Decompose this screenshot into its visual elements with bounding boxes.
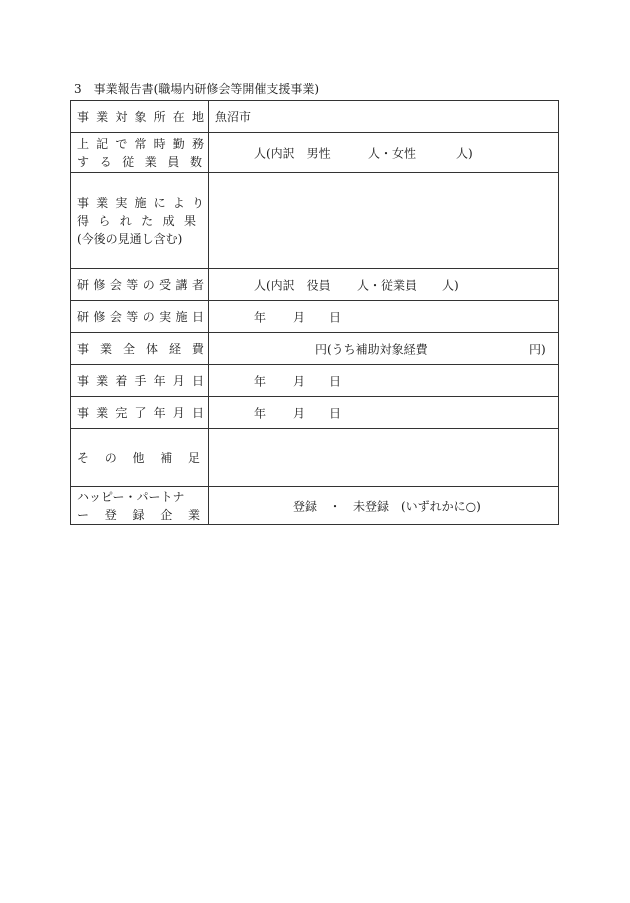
- label-employees: 上 記 で 常 時 勤 務 す る 従 業 員 数: [71, 133, 209, 173]
- total-cost-part-1: 円(うち補助対象経費: [315, 342, 428, 356]
- label-location: [71, 101, 209, 133]
- value-end-date[interactable]: [209, 397, 559, 429]
- date-held-year: 年: [254, 310, 267, 324]
- label-date-held: 研 修 会 等 の 実 施 日: [71, 301, 209, 333]
- date-held-day: 日: [329, 310, 342, 324]
- value-happy-partner[interactable]: [209, 487, 559, 525]
- value-location[interactable]: 魚沼市: [209, 101, 559, 133]
- label-start-date: 事 業 着 手 年 月 日: [71, 365, 209, 397]
- label-results: 事 業 実 施 に よ り 得 ら れ た 成 果 (今後の見通し含む): [71, 173, 209, 269]
- employees-part-3: 人): [456, 146, 473, 160]
- start-date-day: 日: [329, 374, 342, 388]
- happy-partner-choice: 登録 ・ 未登録 (いずれかに○): [293, 499, 481, 513]
- label-location-text: 事 業 対 象 所 在 地: [77, 109, 204, 124]
- date-held-month: 月: [293, 310, 306, 324]
- total-cost-part-2: 円): [529, 342, 546, 356]
- start-date-year: 年: [254, 374, 267, 388]
- value-results[interactable]: [209, 173, 559, 269]
- row-attendees: [71, 269, 559, 301]
- row-other: [71, 429, 559, 487]
- attendees-part-1: 人(内訳 役員: [254, 278, 331, 292]
- attendees-part-3: 人): [442, 278, 459, 292]
- employees-part-2: 人・女性: [368, 146, 417, 160]
- employees-part-1: 人(内訳 男性: [254, 146, 331, 160]
- value-start-date[interactable]: [209, 365, 559, 397]
- value-other[interactable]: [209, 429, 559, 487]
- label-total-cost: 事 業 全 体 経 費: [71, 333, 209, 365]
- label-end-date: 事 業 完 了 年 月 日: [71, 397, 209, 429]
- row-happy-partner: [71, 487, 559, 525]
- row-employees: [71, 133, 559, 173]
- row-results: [71, 173, 559, 269]
- label-other: そ の 他 補 足: [71, 429, 209, 487]
- end-date-month: 月: [293, 406, 306, 420]
- end-date-year: 年: [254, 406, 267, 420]
- value-attendees[interactable]: [209, 269, 559, 301]
- row-total-cost: [71, 333, 559, 365]
- business-report-table: [70, 100, 559, 525]
- end-date-day: 日: [329, 406, 342, 420]
- value-date-held[interactable]: [209, 301, 559, 333]
- row-date-held: [71, 301, 559, 333]
- section-heading: 3 事業報告書(職場内研修会等開催支援事業): [74, 82, 319, 96]
- row-start-date: [71, 365, 559, 397]
- value-total-cost[interactable]: [209, 333, 559, 365]
- row-location: [71, 101, 559, 133]
- attendees-part-2: 人・従業員: [357, 278, 418, 292]
- row-end-date: [71, 397, 559, 429]
- label-attendees: 研 修 会 等 の 受 講 者: [71, 269, 209, 301]
- start-date-month: 月: [293, 374, 306, 388]
- label-happy-partner: ハッピー・パートナ ー 登 録 企 業: [71, 487, 209, 525]
- value-employees[interactable]: [209, 133, 559, 173]
